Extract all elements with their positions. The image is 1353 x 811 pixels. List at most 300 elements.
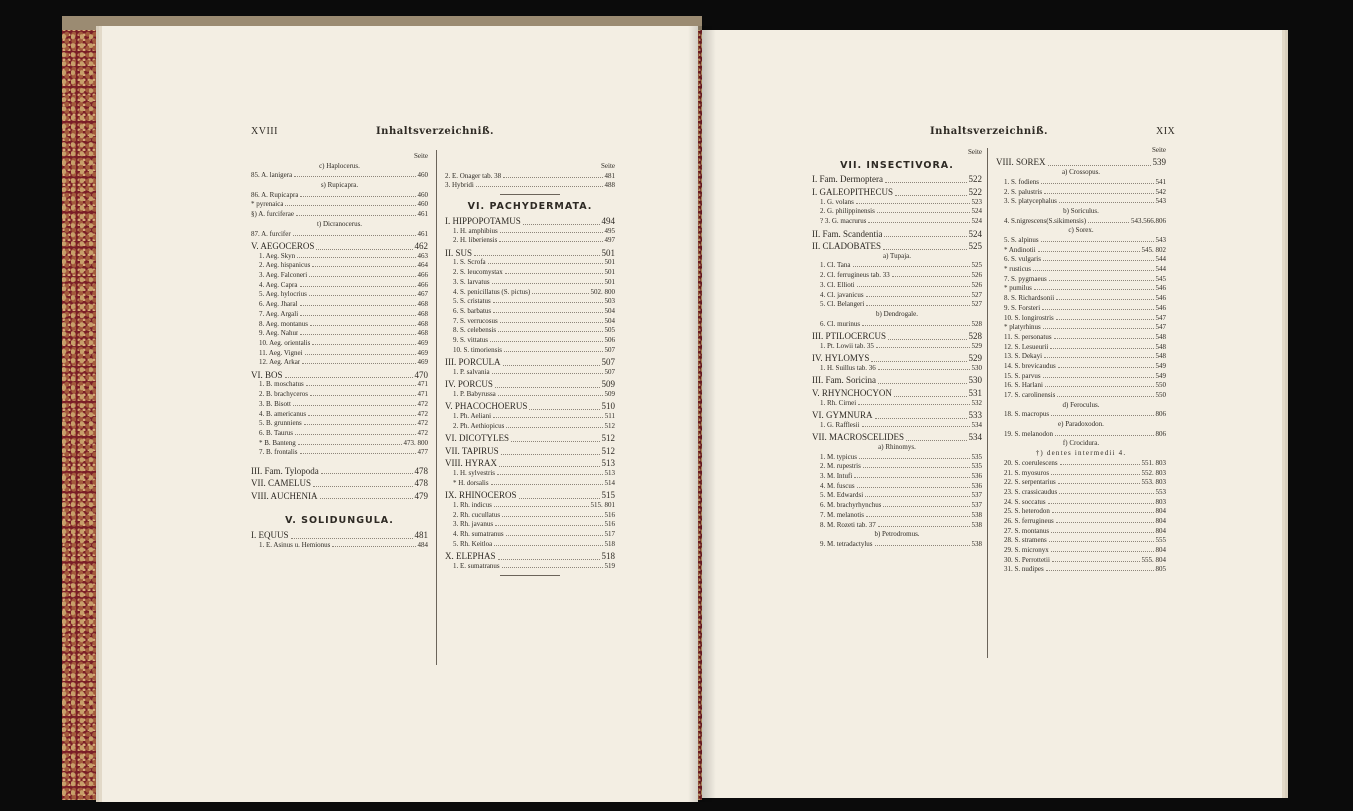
dot-leader <box>1041 240 1154 242</box>
entry-label: 1. E. sumatranus <box>453 561 500 570</box>
entry-label: 2. Ph. Aethiopicus <box>453 421 505 430</box>
genus-entry <box>251 489 428 502</box>
entry-page-number: 470 <box>414 369 428 380</box>
toc-entry <box>445 469 615 479</box>
dot-leader <box>492 282 603 284</box>
genus-entry <box>251 239 428 252</box>
toc-entry <box>996 478 1166 488</box>
seite-label: Seite <box>1152 146 1166 154</box>
dot-leader <box>523 223 600 225</box>
dot-leader <box>866 304 969 306</box>
entry-page-number: 478 <box>414 478 428 489</box>
entry-page-number: 466 <box>417 280 428 289</box>
toc-entry <box>996 488 1166 498</box>
toc-entry <box>812 281 982 291</box>
genus-entry <box>445 488 615 501</box>
dot-leader <box>862 324 969 326</box>
genus-entry <box>812 173 982 186</box>
toc-entry <box>251 290 428 300</box>
toc-entry <box>996 527 1166 537</box>
toc-entry <box>445 326 615 336</box>
entry-page-number: 512 <box>601 445 615 456</box>
entry-page-number: 550 <box>1155 381 1166 390</box>
dot-leader <box>1043 327 1154 329</box>
entry-page-number: 523 <box>971 197 982 206</box>
genus-entry <box>445 444 615 457</box>
entry-label: 21. S. myosuros <box>1004 468 1050 477</box>
entry-page-number: 518 <box>601 551 615 562</box>
entry-label: * rusticus <box>1004 265 1032 274</box>
dot-leader <box>511 440 600 442</box>
dot-leader <box>878 525 970 527</box>
dot-leader <box>1054 337 1154 339</box>
toc-entry <box>445 307 615 317</box>
dot-leader <box>285 204 415 206</box>
dot-leader <box>1052 560 1140 562</box>
dot-leader <box>493 301 603 303</box>
entry-label: 1. Rh. indicus <box>453 500 492 509</box>
dot-leader <box>476 185 603 187</box>
toc-entry <box>996 430 1166 440</box>
seite-label: Seite <box>601 162 615 170</box>
entry-label: 4. B. americanus <box>259 409 307 418</box>
entry-page-number: 472 <box>417 419 428 428</box>
entry-label: 29. S. micronyx <box>1004 546 1049 554</box>
entry-label: III. Fam. Tylopoda <box>251 466 319 476</box>
dot-leader <box>871 360 966 362</box>
toc-entry <box>996 507 1166 517</box>
entry-page-number: 504 <box>604 306 615 315</box>
dot-leader <box>1058 366 1154 368</box>
genus-entry <box>812 431 982 444</box>
dot-leader <box>875 544 970 546</box>
left-page-column-1 <box>251 152 428 551</box>
toc-entry <box>996 304 1166 314</box>
order-heading: V. SOLIDUNGULA. <box>285 515 394 527</box>
toc-entry <box>996 391 1166 401</box>
entry-label: 5. Rh. Keitloa <box>453 539 493 548</box>
entry-label: 2. S. leucomystax <box>453 268 503 277</box>
entry-page-number: 478 <box>414 465 428 476</box>
toc-entry <box>445 227 615 237</box>
book-gutter <box>688 26 716 802</box>
dot-leader <box>297 256 415 258</box>
subgenus-heading: a) Crossopus. <box>1061 168 1101 177</box>
entry-label: I. HIPPOPOTAMUS <box>445 216 521 226</box>
genus-entry <box>812 185 982 198</box>
toc-entry <box>445 501 615 511</box>
entry-page-number: 516 <box>604 510 615 519</box>
toc-entry <box>812 511 982 521</box>
dot-leader <box>1050 347 1153 349</box>
dot-leader <box>332 545 415 547</box>
entry-label: * B. Banteng <box>259 438 296 447</box>
toc-entry <box>251 400 428 410</box>
entry-label: 1. P. Babyrussa <box>453 390 496 398</box>
dot-leader <box>293 404 416 406</box>
dot-leader <box>502 515 602 517</box>
dot-leader <box>310 324 416 326</box>
dot-leader <box>500 321 603 323</box>
dot-leader <box>500 231 603 233</box>
entry-label: 1. Pt. Lowii tab. 35 <box>820 341 874 350</box>
entry-label: 10. S. longirostris <box>1004 313 1054 322</box>
dot-leader <box>285 376 413 378</box>
toc-entry <box>996 246 1166 256</box>
dot-leader <box>529 408 599 410</box>
entry-label: 86. A. Rupicapra <box>251 190 299 199</box>
entry-page-number: 484 <box>417 540 428 549</box>
entry-page-number: 506 <box>604 335 615 344</box>
entry-page-number: 472 <box>417 409 428 418</box>
entry-page-number: 803 <box>1155 497 1166 506</box>
entry-page-number: 507 <box>601 357 615 368</box>
entry-page-number: 515 <box>601 490 615 501</box>
entry-label: 1. S. Scrofa <box>453 258 486 267</box>
seite-label: Seite <box>968 148 982 156</box>
entry-page-number: 555. 804 <box>1141 555 1166 564</box>
entry-page-number: 479 <box>414 490 428 501</box>
dot-leader <box>883 505 969 507</box>
toc-entry <box>996 255 1166 265</box>
subgenus-heading: e) Paradoxodon. <box>1058 420 1104 429</box>
entry-page-number: 526 <box>971 280 982 289</box>
genus-entry <box>445 355 615 368</box>
toc-entry <box>996 352 1166 362</box>
entry-page-number: 550 <box>1155 391 1166 399</box>
toc-entry <box>812 462 982 472</box>
dot-leader <box>1051 473 1139 475</box>
entry-label: 8. M. Rozeti tab. 37 <box>820 520 876 529</box>
dot-leader <box>1048 502 1154 504</box>
entry-label: 2. S. palustris <box>1004 187 1043 196</box>
section-note: †) dentes intermedii 4. <box>1035 449 1127 458</box>
entry-label: 26. S. ferrugineus <box>1004 516 1054 525</box>
entry-label: 9. S. vittatus <box>453 335 489 344</box>
entry-label: 6. Cl. murinus <box>820 319 861 328</box>
toc-entry <box>251 310 428 320</box>
entry-page-number: 551. 803 <box>1141 458 1166 467</box>
toc-entry <box>251 252 428 262</box>
subgenus-heading: c) Haplocerus. <box>319 161 360 170</box>
entry-label: 1. G. volans <box>820 197 854 206</box>
toc-entry <box>812 217 982 227</box>
entry-page-number: 507 <box>604 345 615 354</box>
entry-label: 7. S. verrucosus <box>453 316 498 325</box>
entry-page-number: 471 <box>417 380 428 389</box>
entry-label: 27. S. montanus <box>1004 526 1050 535</box>
entry-label: 5. S. cristatus <box>453 297 491 306</box>
entry-page-number: 543 <box>1155 236 1166 244</box>
entry-page-number: 469 <box>417 338 428 347</box>
dot-leader <box>498 330 602 332</box>
toc-entry <box>251 439 428 449</box>
entry-label: IV. PORCUS <box>445 380 493 390</box>
entry-label: 19. S. melanodon <box>1004 429 1053 438</box>
entry-label: 3. S. platycephalus <box>1004 197 1057 206</box>
entry-label: VII. TAPIRUS <box>445 446 499 456</box>
entry-page-number: 546 <box>1155 284 1166 293</box>
subgenus-heading: a) Tupaja. <box>883 251 911 260</box>
left-page-header: Inhaltsverzeichniß. <box>376 126 495 137</box>
toc-entry <box>812 501 982 511</box>
entry-page-number: 548 <box>1155 342 1166 351</box>
entry-page-number: 507 <box>604 367 615 376</box>
entry-label: ? 3. G. macrurus <box>820 217 867 226</box>
entry-label: I. GALEOPITHECUS <box>812 187 893 197</box>
entry-page-number: 555 <box>1155 536 1166 545</box>
dot-leader <box>1045 385 1154 387</box>
dot-leader <box>859 457 970 459</box>
dot-leader <box>1052 511 1154 513</box>
entry-page-number: 529 <box>968 353 982 364</box>
dot-leader <box>294 175 415 177</box>
subgenus-heading: b) Petrodromus. <box>874 530 920 539</box>
dot-leader <box>857 486 970 488</box>
entry-label: 23. S. crassicaudus <box>1004 487 1058 496</box>
toc-entry <box>812 364 982 374</box>
entry-label: 18. S. macropus <box>1004 410 1050 419</box>
entry-label: §) A. furciferae <box>251 210 294 219</box>
entry-label: 9. Aeg. Nahur <box>259 329 299 338</box>
dot-leader <box>906 439 966 441</box>
entry-label: 8. S. Richardsonii <box>1004 294 1055 303</box>
entry-page-number: 543 <box>1155 197 1166 206</box>
toc-entry <box>445 268 615 278</box>
entry-page-number: 517 <box>604 530 615 538</box>
dot-leader <box>498 558 600 560</box>
dot-leader <box>308 414 415 416</box>
dot-leader <box>501 453 600 455</box>
entry-page-number: 546 <box>1155 294 1166 303</box>
entry-label: 24. S. soccatus <box>1004 497 1046 506</box>
entry-label: 1. Rh. Cirnei <box>820 398 857 407</box>
genus-entry <box>445 400 615 413</box>
entry-page-number: 538 <box>971 520 982 529</box>
dot-leader <box>1056 521 1154 523</box>
dot-leader <box>312 343 415 345</box>
dot-leader <box>1051 414 1153 416</box>
dot-leader <box>291 537 413 539</box>
entry-page-number: 530 <box>968 375 982 386</box>
dot-leader <box>1042 308 1153 310</box>
entry-page-number: 514 <box>604 478 615 487</box>
entry-page-number: 515. 801 <box>590 500 615 509</box>
entry-page-number: 534 <box>971 420 982 429</box>
dot-leader <box>532 292 588 294</box>
dot-leader <box>876 346 970 348</box>
toc-entry <box>996 410 1166 420</box>
entry-label: 3. Rh. javanus <box>453 520 494 529</box>
entry-page-number: 530 <box>971 363 982 372</box>
entry-label: 31. S. nudipes <box>1004 565 1044 574</box>
toc-entry <box>251 281 428 291</box>
toc-entry <box>251 410 428 420</box>
entry-page-number: 522 <box>968 174 982 185</box>
entry-page-number: 481 <box>604 171 615 180</box>
dot-leader <box>1088 221 1129 223</box>
toc-entry <box>251 339 428 349</box>
toc-entry <box>251 320 428 330</box>
entry-page-number: 460 <box>417 171 428 180</box>
entry-label: 10. Aeg. orientalis <box>259 338 311 347</box>
entry-label: 25. S. heterodon <box>1004 507 1050 516</box>
toc-entry <box>445 511 615 521</box>
entry-label: 2. B. brachyceros <box>259 390 308 399</box>
entry-page-number: 481 <box>414 530 428 541</box>
entry-label: 1. G. Rafflesii <box>820 420 860 429</box>
entry-page-number: 510 <box>601 401 615 412</box>
toc-entry <box>996 536 1166 546</box>
dot-leader <box>1048 164 1151 166</box>
entry-page-number: 461 <box>417 229 428 238</box>
toc-entry <box>251 390 428 400</box>
entry-page-number: 547 <box>1155 323 1166 332</box>
entry-page-number: 544 <box>1155 265 1166 274</box>
toc-entry <box>445 520 615 530</box>
toc-entry <box>812 300 982 310</box>
dot-leader <box>321 472 413 474</box>
entry-page-number: 466 <box>417 271 428 280</box>
entry-page-number: 544 <box>1155 255 1166 264</box>
toc-entry <box>996 372 1166 382</box>
entry-label: 4. Cl. javanicus <box>820 290 864 299</box>
dot-leader <box>497 473 603 475</box>
toc-entry <box>996 294 1166 304</box>
dot-leader <box>320 497 413 499</box>
toc-entry <box>251 200 428 210</box>
dot-leader <box>894 395 967 397</box>
toc-entry <box>812 540 982 550</box>
dot-leader <box>1057 395 1153 397</box>
entry-label: 1. B. moschatus <box>259 380 304 389</box>
left-page-column-2 <box>445 162 615 580</box>
dot-leader <box>1033 269 1153 271</box>
entry-page-number: 511 <box>604 412 615 421</box>
entry-label: 6. S. vulgaris <box>1004 255 1041 264</box>
entry-label: 8. S. celebensis <box>453 326 497 335</box>
entry-label: III. PORCULA <box>445 358 501 368</box>
entry-label: 5. B. grunniens <box>259 419 302 428</box>
toc-entry <box>445 336 615 346</box>
entry-label: VIII. HYRAX <box>445 459 497 469</box>
entry-label: 6. B. Taurus <box>259 428 293 437</box>
dot-leader <box>1044 192 1153 194</box>
toc-entry <box>996 265 1166 275</box>
toc-entry <box>812 342 982 352</box>
order-heading: VII. INSECTIVORA. <box>840 159 954 171</box>
entry-label: 30. S. Perrottetii <box>1004 555 1050 564</box>
genus-entry <box>251 464 428 477</box>
dot-leader <box>499 240 602 242</box>
entry-page-number: 469 <box>417 348 428 357</box>
entry-page-number: 467 <box>417 290 428 299</box>
entry-page-number: 524 <box>971 207 982 216</box>
entry-page-number: 531 <box>968 387 982 398</box>
entry-page-number: 541 <box>1155 177 1166 186</box>
entry-page-number: 469 <box>417 358 428 367</box>
entry-page-number: 545 <box>1155 274 1166 283</box>
toc-entry <box>996 469 1166 479</box>
toc-entry <box>251 171 428 181</box>
entry-page-number: 804 <box>1155 526 1166 535</box>
entry-page-number: 548 <box>1155 352 1166 361</box>
entry-label: 5. Aeg. hylocrius <box>259 290 307 299</box>
dot-leader <box>1059 201 1154 203</box>
dot-leader <box>498 394 603 396</box>
dot-leader <box>293 234 416 236</box>
toc-entry <box>996 343 1166 353</box>
dot-leader <box>302 362 415 364</box>
genus-entry <box>812 374 982 387</box>
entry-label: 4. M. fuscus <box>820 481 855 490</box>
dot-leader <box>312 265 415 267</box>
toc-entry <box>812 207 982 217</box>
entry-page-number: 468 <box>417 309 428 318</box>
dot-leader <box>854 476 969 478</box>
entry-page-number: 464 <box>417 261 428 270</box>
toc-entry <box>996 546 1166 556</box>
dot-leader <box>866 515 970 517</box>
dot-leader <box>878 368 970 370</box>
toc-entry <box>445 540 615 550</box>
entry-label: 2. Cl. ferrugineus tab. 33 <box>820 271 890 280</box>
entry-page-number: 513 <box>604 469 615 478</box>
entry-page-number: 460 <box>417 200 428 209</box>
genus-entry <box>445 549 615 562</box>
toc-entry <box>251 541 428 551</box>
toc-entry <box>996 314 1166 324</box>
toc-entry <box>996 217 1166 227</box>
entry-label: * Andinotii <box>1004 245 1036 254</box>
dot-leader <box>1038 250 1140 252</box>
toc-entry <box>251 448 428 458</box>
entry-label: 1. E. Asinus u. Hemionus <box>259 540 331 549</box>
entry-page-number: 527 <box>971 290 982 299</box>
entry-page-number: 462 <box>414 240 428 251</box>
dot-leader <box>1051 550 1154 552</box>
toc-entry <box>996 565 1166 575</box>
dot-leader <box>494 544 602 546</box>
entry-label: II. Fam. Scandentia <box>812 229 883 239</box>
toc-entry <box>445 288 615 298</box>
entry-page-number: 538 <box>971 539 982 548</box>
subgenus-heading: f) Crocidura. <box>1062 439 1100 448</box>
dot-leader <box>298 443 402 445</box>
toc-entry <box>996 178 1166 188</box>
entry-page-number: 536 <box>971 481 982 490</box>
entry-label: 1. Aeg. Skyn <box>259 251 296 260</box>
dot-leader <box>1051 531 1153 533</box>
entry-page-number: 552. 803 <box>1141 468 1166 477</box>
entry-page-number: 463 <box>417 251 428 260</box>
left-column-divider <box>436 150 437 665</box>
dot-leader <box>866 295 970 297</box>
entry-page-number: 468 <box>417 319 428 328</box>
subgenus-heading: b) Soriculus. <box>1063 206 1099 215</box>
entry-page-number: 542 <box>1155 187 1166 196</box>
entry-label: V. AEGOCEROS <box>251 241 315 251</box>
entry-page-number: 537 <box>971 501 982 510</box>
toc-entry <box>445 181 615 191</box>
entry-label: 6. M. brachyrhynchus <box>820 501 882 510</box>
toc-entry <box>996 517 1166 527</box>
order-heading: VI. PACHYDERMATA. <box>467 201 593 213</box>
dot-leader <box>1034 288 1154 290</box>
toc-entry <box>251 210 428 220</box>
entry-page-number: 518 <box>604 539 615 548</box>
genus-entry <box>812 408 982 421</box>
